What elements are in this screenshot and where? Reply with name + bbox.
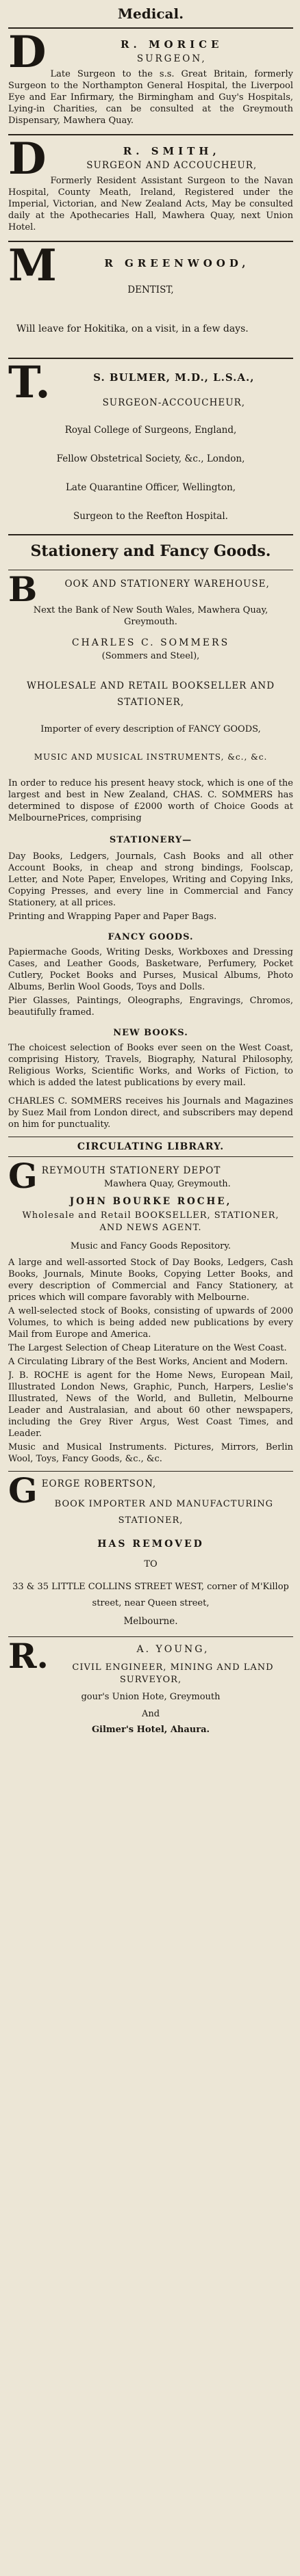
ad-to: TO <box>144 1559 158 1569</box>
ad-body: Late Surgeon to the s.s. Great Britain, formerly Surgeon to the Northampton General Hospital, the Liverpool Eye and Ear Infirmary, the Birmingham and Guy's Hospitals, Lying-in Charities, can be consulted at the Greymouth Dispensary, Mawhera Quay. <box>8 69 293 126</box>
ad-dr-morice <box>8 34 293 129</box>
ad-young <box>8 1641 293 1735</box>
ad-role: CIVIL ENGINEER, MINING AND LAND SURVEYOR, <box>72 1662 274 1685</box>
divider <box>8 1636 293 1637</box>
ad-title: SURGEON AND ACCOUCHEUR, <box>86 160 258 171</box>
drop-cap: D <box>8 34 47 78</box>
sub-heading: NEW BOOKS. <box>113 1028 188 1038</box>
sub-heading: FANCY GOODS. <box>108 932 194 942</box>
divider <box>8 1156 293 1157</box>
ad-title: SURGEON-ACCOUCHEUR, <box>102 397 246 408</box>
ad-roche <box>8 1161 293 1467</box>
ad-name: S. BULMER, M.D., L.S.A., <box>93 371 255 384</box>
ad-dr-bulmer <box>8 364 293 529</box>
drop-cap: M <box>8 248 57 291</box>
ad-body: Will leave for Hokitika, on a visit, in a few days. <box>16 323 249 334</box>
ad-repository: Music and Fancy Goods Repository. <box>70 1241 232 1251</box>
ad-address: Gilmer's Hotel, Ahaura. <box>91 1725 210 1735</box>
ad-removed: HAS REMOVED <box>97 1539 204 1550</box>
ad-heading: REYMOUTH STATIONERY DEPOT <box>41 1165 221 1176</box>
ad-heading: OOK AND STATIONERY WAREHOUSE, <box>64 579 270 589</box>
ad-paragraph: A well-selected stock of Books, consisting of upwards of 2000 Volumes, to which is being added new publications by every Mail from Europe and America. <box>8 1306 293 1340</box>
ad-name: JOHN BOURKE ROCHE, <box>69 1196 232 1207</box>
ad-paragraph: The Largest Selection of Cheap Literature on the West Coast. <box>8 1343 287 1353</box>
ad-city: Melbourne. <box>123 1616 178 1627</box>
ad-paragraph: Pier Glasses, Paintings, Oleographs, Engravings, Chromos, beautifully framed. <box>8 996 293 1018</box>
divider <box>8 1471 293 1472</box>
ad-paragraph: A Circulating Library of the Best Works, Ancient and Modern. <box>8 1357 288 1367</box>
ad-name: CHARLES C. SOMMERS <box>71 637 230 648</box>
ad-body: Formerly Resident Assistant Surgeon to the Navan Hospital, County Meath, Ireland, Registered under the Imperial, Victorian, and New Zealand Acts, May be consulted daily at the Apothecaries Hall, Mawhera Quay, next Union Hotel. <box>8 176 293 233</box>
ad-paragraph: The choicest selection of Books ever seen on the West Coast, comprising History, Travels, Biography, Natural Philosophy, Religious Works, Scientific Works, and Works of Fiction, to which is added the latest publications by every mail. <box>8 1043 293 1088</box>
ad-title: SURGEON, <box>136 53 207 64</box>
ad-name-sub: (Sommers and Steel), <box>101 651 200 661</box>
drop-cap: G <box>8 1161 38 1196</box>
divider <box>8 134 293 135</box>
section-header-stationery: Stationery and Fancy Goods. <box>30 542 271 560</box>
ad-role: Wholesale and Retail BOOKSELLER, STATIONER, AND NEWS AGENT. <box>22 1210 279 1233</box>
ad-music: MUSIC AND MUSICAL INSTRUMENTS, &c., &c. <box>34 752 268 762</box>
ad-paragraph: A large and well-assorted Stock of Day Books, Ledgers, Cash Books, Journals, Minute Books, Copying Letter Books, and every description of Commercial and Fancy Stationery, at prices which will compare favorably with Melbourne. <box>8 1258 293 1303</box>
ad-paragraph: Music and Musical Instruments. Pictures, Mirrors, Berlin Wool, Toys, Fancy Goods, &c., &c. <box>8 1442 293 1464</box>
ad-line: Late Quarantine Officer, Wellington, <box>65 482 236 493</box>
ad-sommers <box>8 574 293 1132</box>
ad-role: WHOLESALE AND RETAIL BOOKSELLER AND STATIONER, <box>26 680 275 708</box>
ad-paragraph: Day Books, Ledgers, Journals, Cash Books and all other Account Books, in cheap and strong bindings, Foolscap, Letter, and Note Paper, Envelopes, Writing and Copying Inks, Copying Presses, and every line in Commercial and Fancy Stationery, at all prices. <box>8 851 293 908</box>
ad-importer: Importer of every description of FANCY GOODS, <box>40 724 261 734</box>
ad-paragraph: CHARLES C. SOMMERS receives his Journals and Magazines by Suez Mail from London direct, and subscribers may depend on him for punctuality. <box>8 1096 293 1130</box>
ad-name: A. YOUNG, <box>136 1644 210 1655</box>
divider <box>8 27 293 29</box>
ad-line: Royal College of Surgeons, England, <box>64 425 237 436</box>
section-header-medical: Medical. <box>117 5 184 22</box>
ad-robertson <box>8 1476 293 1632</box>
ad-address: gour's Union Hote, Greymouth <box>81 1692 221 1702</box>
drop-cap: R. <box>8 1641 49 1676</box>
ad-name: R. SMITH, <box>123 145 221 157</box>
sub-heading: STATIONERY— <box>109 835 192 845</box>
ad-line: Fellow Obstetrical Society, &c., London, <box>56 453 245 464</box>
ad-role: BOOK IMPORTER AND MANUFACTURING STATIONER, <box>54 1499 274 1526</box>
ad-name: EORGE ROBERTSON, <box>41 1478 157 1489</box>
ad-title: DENTIST, <box>127 284 174 295</box>
divider <box>8 358 293 359</box>
ad-line: Surgeon to the Reefton Hospital. <box>73 511 228 522</box>
divider <box>8 534 293 535</box>
drop-cap: B <box>8 574 38 609</box>
ad-paragraph: Papiermache Goods, Writing Desks, Workboxes and Dressing Cases, and Leather Goods, Basketware, Perfumery, Pocket Cutlery, Pocket Books and Purses, Musical Albums, Photo Albums, Berlin Wool Goods, Toys and Dolls. <box>8 947 293 992</box>
drop-cap: G <box>8 1476 38 1511</box>
ad-paragraph: Printing and Wrapping Paper and Paper Bags. <box>8 912 217 922</box>
ad-name: R GREENWOOD, <box>104 257 250 269</box>
ad-dr-smith <box>8 141 293 235</box>
ad-address: Mawhera Quay, Greymouth. <box>103 1179 231 1189</box>
divider <box>8 241 293 242</box>
ad-intro: In order to reduce his present heavy stock, which is one of the largest and best in New Zealand, CHAS. C. SOMMERS has determined to dispose of £2000 worth of Choice Goods at MelbournePrices, comprising <box>8 778 293 823</box>
ad-address: Next the Bank of New South Wales, Mawhera Quay, Greymouth. <box>33 605 268 627</box>
ad-address: 33 & 35 LITTLE COLLINS STREET WEST, corner of M'Killop street, near Queen street, <box>12 1582 289 1608</box>
section-header-circulating: CIRCULATING LIBRARY. <box>77 1141 225 1152</box>
ad-and: And <box>141 1709 160 1719</box>
ad-mr-greenwood <box>8 248 293 352</box>
drop-cap: D <box>8 141 47 185</box>
ad-paragraph: J. B. ROCHE is agent for the Home News, European Mail, Illustrated London News, Graphic, Punch, Harpers, Leslie's Illustrated, News of the World, and Bulletin, Melbourne Leader and Australasian, and about 60 other newspapers, including the Grey River Argus, West Coast Times, and Leader. <box>8 1370 293 1439</box>
ad-name: R. MORICE <box>121 38 223 51</box>
drop-cap: T. <box>8 364 51 408</box>
